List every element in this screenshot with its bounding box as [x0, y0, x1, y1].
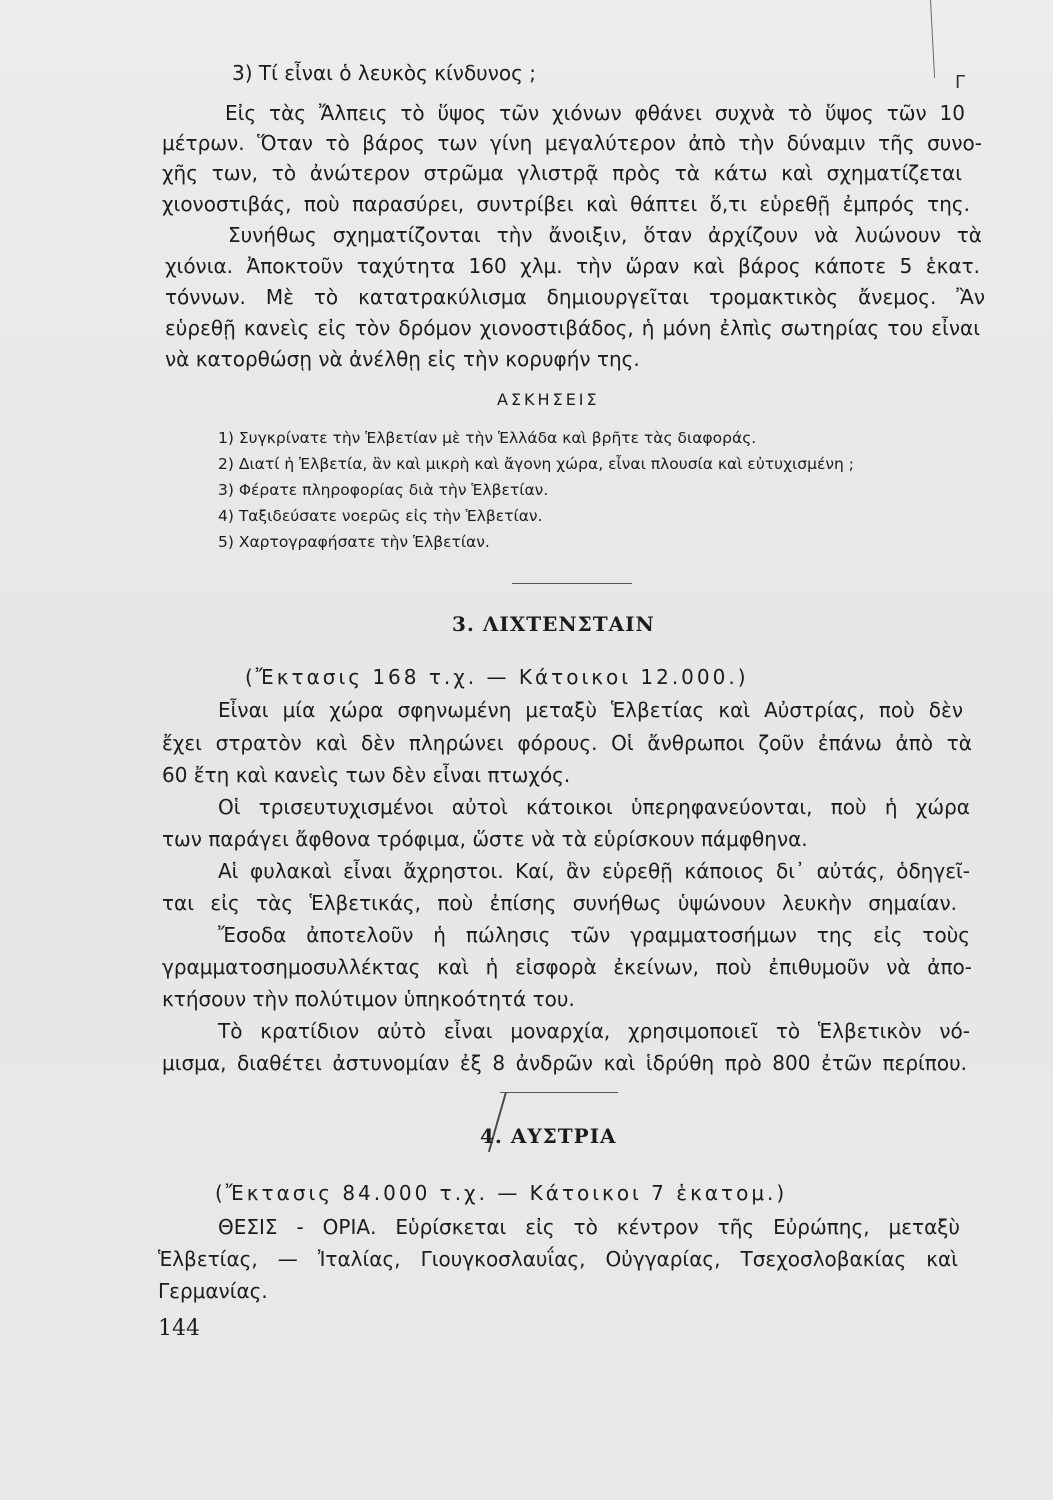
paragraph-line: 60 ἔτη καὶ κανεὶς των δὲν εἶναι πτωχός.: [162, 763, 571, 787]
margin-mark: Γ: [955, 72, 966, 93]
paragraph-line: ται εἰς τὰς Ἑλβετικάς, ποὺ ἐπίσης συνήθως ὑψώνουν λευκὴν σημαίαν.: [162, 891, 957, 915]
paragraph-line: Συνήθως σχηματίζονται τὴν ἄνοιξιν, ὅταν ἀρχίζουν νὰ λυώνουν τὰ: [228, 223, 982, 247]
paragraph-line: τόννων. Μὲ τὸ κατατρακύλισμα δημιουργεῖται τρομακτικὸς ἄνεμος. Ἂν: [165, 285, 985, 309]
paragraph-line: Αἱ φυλακαὶ εἶναι ἄχρηστοι. Καί, ἂν εὑρεθῇ κάποιος δι᾽ αὐτάς, ὁδηγεῖ-: [218, 859, 970, 883]
paragraph-line: Εἰς τὰς Ἄλπεις τὸ ὕψος τῶν χιόνων φθάνει συχνὰ τὸ ὕψος τῶν 10: [225, 101, 965, 125]
exercise-item: 3) Φέρατε πληροφορίας διὰ τὴν Ἑλβετίαν.: [218, 481, 549, 499]
paragraph-line: γραμματοσημοσυλλέκτας καὶ ἡ εἰσφορὰ ἐκείνων, ποὺ ἐπιθυμοῦν νὰ ἀπο-: [162, 955, 972, 979]
paragraph-line: Τὸ κρατίδιον αὐτὸ εἶναι μοναρχία, χρησιμοποιεῖ τὸ Ἑλβετικὸν νό-: [218, 1019, 970, 1043]
exercise-item: 1) Συγκρίνατε τὴν Ἑλβετίαν μὲ τὴν Ἑλλάδα καὶ βρῆτε τὰς διαφοράς.: [218, 429, 757, 447]
crease-line: [930, 0, 935, 78]
paragraph-line: μισμα, διαθέτει ἀστυνομίαν ἐξ 8 ἀνδρῶν καὶ ἱδρύθη πρὸ 800 ἐτῶν περίπου.: [162, 1051, 967, 1075]
paragraph-line: κτήσουν τὴν πολύτιμον ὑπηκοότητά του.: [162, 987, 575, 1011]
page-number: 144: [158, 1316, 200, 1341]
paragraph-line: ΘΕΣΙΣ - ΟΡΙΑ. Εὑρίσκεται εἰς τὸ κέντρον τῆς Εὐρώπης, μεταξὺ: [218, 1215, 960, 1239]
paragraph-line: νὰ κατορθώσῃ νὰ ἀνέλθῃ εἰς τὴν κορυφήν της.: [165, 347, 640, 371]
paragraph-line: ἔχει στρατὸν καὶ δὲν πληρώνει φόρους. Οἱ ἄνθρωποι ζοῦν ἐπάνω ἀπὸ τὰ: [162, 731, 972, 755]
exercise-item: 5) Χαρτογραφήσατε τὴν Ἑλβετίαν.: [218, 533, 490, 551]
exercise-item: 4) Ταξιδεύσατε νοερῶς εἰς τὴν Ἑλβετίαν.: [218, 507, 543, 525]
paragraph-line: Γερμανίας.: [158, 1279, 268, 1303]
paragraph-line: Ἑλβετίας, — Ἰταλίας, Γιουγκοσλαυΐας, Οὐγγαρίας, Τσεχοσλοβακίας καὶ: [158, 1247, 958, 1271]
section-stats: (Ἔκτασις 84.000 τ.χ. — Κάτοικοι 7 ἑκατομ.): [215, 1181, 788, 1205]
section-divider: [500, 1092, 618, 1093]
section-title: 3. ΛΙΧΤΕΝΣΤΑΙΝ: [452, 612, 655, 636]
section-title: 4. ΑΥΣΤΡΙΑ: [480, 1124, 617, 1148]
paragraph-line: των παράγει ἄφθονα τρόφιμα, ὥστε νὰ τὰ εὑρίσκουν πάμφθηνα.: [162, 827, 808, 851]
paragraph-line: Οἱ τρισευτυχισμένοι αὐτοὶ κάτοικοι ὑπερηφανεύονται, ποὺ ἡ χώρα: [218, 795, 970, 819]
paragraph-line: χιονοστιβάς, ποὺ παρασύρει, συντρίβει καὶ θάπτει ὅ,τι εὑρεθῇ ἐμπρός της.: [162, 192, 970, 216]
question-heading: 3) Τί εἶναι ὁ λευκὸς κίνδυνος ;: [232, 61, 536, 85]
exercises-heading: ΑΣΚΗΣΕΙΣ: [497, 390, 600, 409]
paragraph-line: Εἶναι μία χώρα σφηνωμένη μεταξὺ Ἑλβετίας καὶ Αὐστρίας, ποὺ δὲν: [218, 698, 963, 722]
paragraph-line: χῆς των, τὸ ἀνώτερον στρῶμα γλιστρᾷ πρὸς τὰ κάτω καὶ σχηματίζεται: [162, 161, 962, 185]
exercise-item: 2) Διατί ἡ Ἑλβετία, ἂν καὶ μικρὴ καὶ ἄγονη χώρα, εἶναι πλουσία καὶ εὐτυχισμένη ;: [218, 455, 854, 473]
section-divider: [512, 583, 632, 584]
paragraph-line: μέτρων. Ὅταν τὸ βάρος των γίνη μεγαλύτερον ἀπὸ τὴν δύναμιν τῆς συνο-: [162, 131, 982, 155]
section-stats: (Ἔκτασις 168 τ.χ. — Κάτοικοι 12.000.): [245, 665, 749, 689]
paragraph-line: εὑρεθῇ κανεὶς εἰς τὸν δρόμον χιονοστιβάδος, ἡ μόνη ἐλπὶς σωτηρίας του εἶναι: [165, 316, 980, 340]
paragraph-line: Ἔσοδα ἀποτελοῦν ἡ πώλησις τῶν γραμματοσήμων της εἰς τοὺς: [218, 923, 970, 947]
paragraph-line: χιόνια. Ἀποκτοῦν ταχύτητα 160 χλμ. τὴν ὥραν καὶ βάρος κάποτε 5 ἑκατ.: [165, 254, 980, 278]
